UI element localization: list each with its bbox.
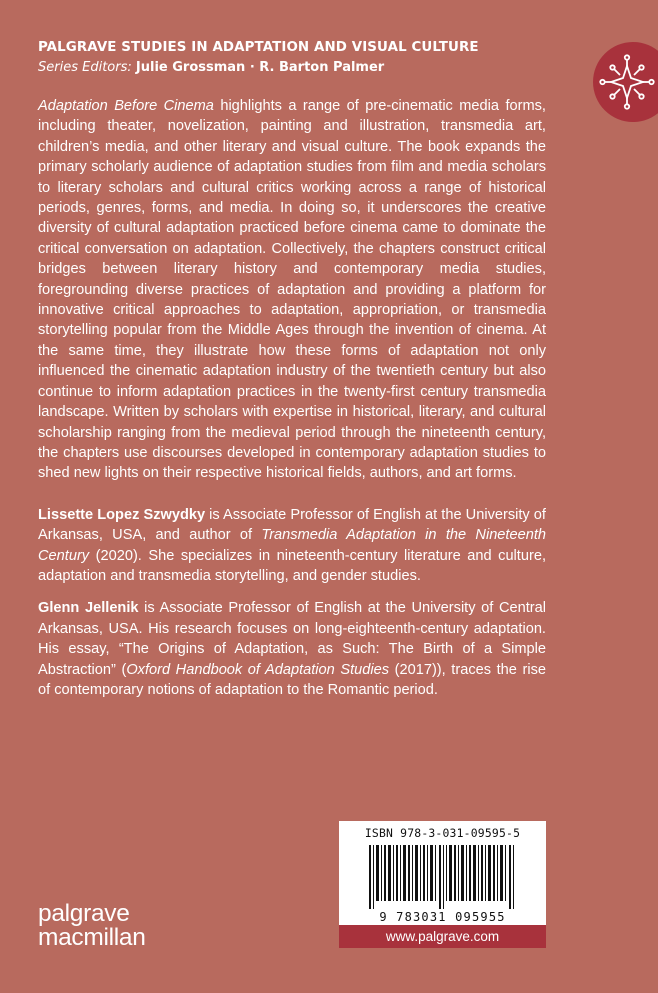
author-bio-jellenik <box>38 598 546 700</box>
author-name: Lissette Lopez Szwydky <box>38 506 206 523</box>
publisher-url[interactable]: www.palgrave.com <box>339 925 546 948</box>
description-text: highlights a range of pre-cinematic media forms, including theater, novelization, painting and illustration, transmedia art, children’s media, and other literary and visual culture. The book expands the primary scholarly audience of adaptation studies from film and media scholars to literary scholars and cultural critics working across a range of historical periods, genres, forms, and media. In doing so, it underscores the creative diversity of cultural adaptation practiced before cinema came to dominate the critical conversation on adaptation. Collectively, the chapters construct critical bridges between literary history and contemporary media studies, foregrounding diverse practices of adaptation and providing a platform for innovative critical approaches to adaptation, appropriation, or transmedia storytelling popular from the Middle Ages through the invention of cinema. At the same time, they illustrate how these forms of adaptation not only influenced the cinematic adaptation industry of the twentieth century but also continue to inform adaptation practices in the twenty-first century transmedia landscape. Written by scholars with expertise in historical, literary, and cultural scholarship ranging from the medieval period through the nineteenth century, the chapters use discourses developed in contemporary adaptation studies to shed new lights on their respective historical fields, authors, and art forms. <box>38 98 546 482</box>
author-bio-text: (2020). She specializes in nineteenth-century literature and culture, adaptation and transmedia storytelling, and gender studies. <box>38 547 546 584</box>
palgrave-star-icon <box>599 54 655 110</box>
author-book-title: Transmedia Adaptation in the Nineteenth Century <box>38 527 547 564</box>
isbn-label: ISBN 978-3-031-09595-5 <box>364 826 521 840</box>
author-bio-text: (2017)), traces the rise of contemporary notions of adaptation to the Romantic period. <box>38 661 546 698</box>
palgrave-badge <box>593 42 658 122</box>
author-bio-text: is Associate Professor of English at the University of Central Arkansas, USA. His research focuses on long-eighteenth-century adaptation. His essay, “The Origins of Adaptation, as Such: The Birth of a Simple Abstraction” ( <box>38 600 546 678</box>
series-title: PALGRAVE STUDIES IN ADAPTATION AND VISUAL CULTURE <box>38 40 479 55</box>
series-header <box>38 38 558 78</box>
series-editors-label: Series Editors: <box>38 60 132 75</box>
author-bio-szwydky <box>38 505 546 587</box>
back-cover-text <box>38 96 546 700</box>
series-editors-names: Julie Grossman · R. Barton Palmer <box>135 60 385 75</box>
book-title: Adaptation Before Cinema <box>38 98 214 114</box>
book-description <box>38 96 546 484</box>
publisher-logo <box>38 902 146 950</box>
barcode-icon <box>369 845 517 909</box>
logo-line-macmillan: macmillan <box>38 924 146 951</box>
series-editors <box>38 58 558 78</box>
author-name: Glenn Jellenik <box>38 600 139 617</box>
author-bio-text: is Associate Professor of English at the University of Arkansas, USA, and author of <box>38 506 546 544</box>
author-book-title: Oxford Handbook of Adaptation Studies <box>126 661 390 678</box>
barcode-number: 9 783031 095955 <box>379 910 506 924</box>
logo-line-palgrave: palgrave <box>38 900 130 927</box>
